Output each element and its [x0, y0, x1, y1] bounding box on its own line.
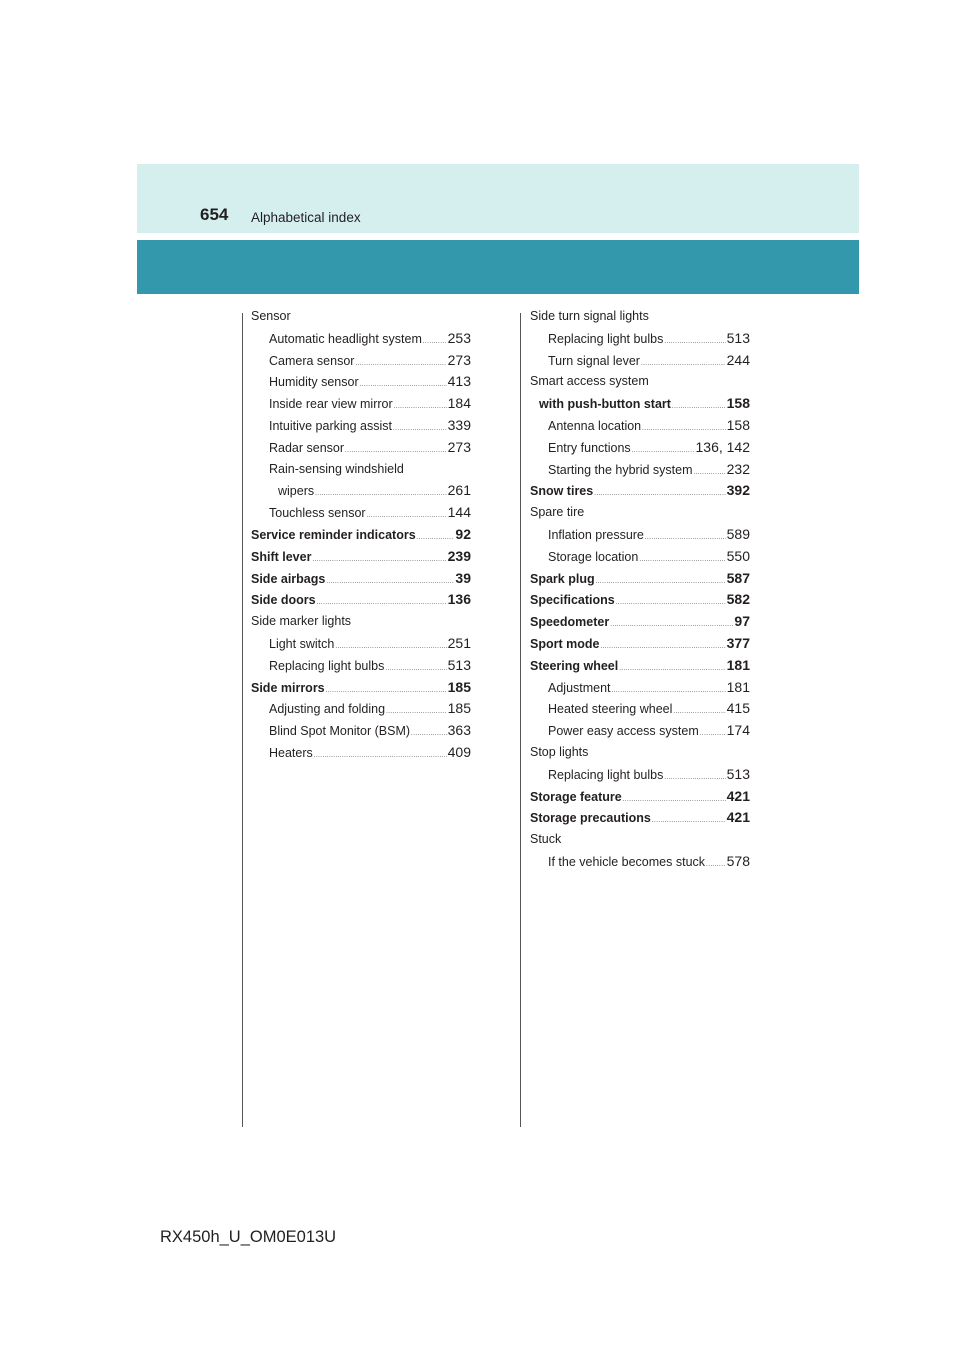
index-entry [530, 633, 750, 655]
index-entry [530, 698, 750, 720]
index-entry-page: 273 [447, 351, 471, 368]
index-entry [530, 459, 750, 481]
index-entry-page: 181 [726, 656, 750, 673]
index-entry [530, 437, 750, 459]
index-entry-label: Specifications [530, 593, 615, 608]
index-entry-page: 144 [447, 504, 471, 521]
index-entry [530, 829, 750, 851]
index-entry [251, 524, 471, 546]
index-entry-page: 582 [726, 591, 750, 608]
index-column-right [530, 306, 750, 873]
section-title: Alphabetical index [251, 210, 361, 225]
index-entry-page: 239 [447, 547, 471, 564]
index-entry-page: 363 [447, 722, 471, 739]
index-entry-label: wipers [278, 484, 315, 499]
index-entry-page: 261 [447, 482, 471, 499]
index-entry [530, 350, 750, 372]
index-entry-label: Power easy access system [548, 724, 699, 739]
index-entry [530, 807, 750, 829]
index-entry-label: Sport mode [530, 636, 600, 651]
index-entry-label: Spark plug [530, 571, 595, 586]
index-entry-label: If the vehicle becomes stuck [548, 854, 706, 869]
header-band-light [137, 164, 859, 233]
index-entry-label: Smart access system [530, 374, 649, 389]
index-entry-page: 339 [447, 416, 471, 433]
index-entry-page: 421 [726, 809, 750, 826]
index-entry-page: 513 [726, 765, 750, 782]
index-entry-page: 184 [447, 395, 471, 412]
index-entry-label: Shift lever [251, 549, 312, 564]
index-entry [251, 415, 471, 437]
index-entry-label: Touchless sensor [269, 506, 366, 521]
index-entry-label: Heaters [269, 745, 313, 760]
index-entry-label: Storage location [548, 549, 639, 564]
dot-leader [706, 855, 726, 877]
right-column-rule [520, 313, 521, 1127]
index-entry [251, 371, 471, 393]
index-entry [530, 655, 750, 677]
index-entry-page: 578 [726, 852, 750, 869]
index-entry-label: Turn signal lever [548, 353, 640, 368]
index-column-left [251, 306, 471, 764]
index-entry-label: Intuitive parking assist [269, 418, 392, 433]
index-entry [530, 611, 750, 633]
index-entry [251, 720, 471, 742]
index-entry-page: 136, 142 [695, 438, 750, 455]
index-entry-label: Stop lights [530, 744, 589, 759]
index-entry-page: 185 [447, 700, 471, 717]
index-entry-label: Service reminder indicators [251, 527, 416, 542]
index-entry [530, 306, 750, 328]
index-entry [530, 393, 750, 415]
index-entry [530, 786, 750, 808]
index-entry-page: 587 [726, 569, 750, 586]
index-entry-page: 185 [447, 678, 471, 695]
index-entry [530, 524, 750, 546]
index-entry [251, 480, 471, 502]
index-entry-label: Side airbags [251, 571, 326, 586]
index-entry [530, 589, 750, 611]
index-entry-label: Rain-sensing windshield [269, 461, 404, 476]
index-entry-page: 181 [726, 678, 750, 695]
index-entry-page: 158 [726, 395, 750, 412]
index-entry [530, 328, 750, 350]
index-entry-label: with push-button start [539, 397, 671, 412]
index-entry [251, 459, 471, 481]
index-entry [251, 393, 471, 415]
index-entry [251, 742, 471, 764]
index-entry-page: 251 [447, 634, 471, 651]
index-entry-label: Adjusting and folding [269, 702, 386, 717]
index-entry [530, 677, 750, 699]
index-entry-label: Heated steering wheel [548, 702, 673, 717]
index-entry [251, 698, 471, 720]
index-entry-page: 158 [726, 416, 750, 433]
index-entry [251, 655, 471, 677]
index-entry-label: Side turn signal lights [530, 309, 649, 323]
index-entry [251, 502, 471, 524]
index-entry-label: Side mirrors [251, 680, 325, 695]
index-entry-label: Speedometer [530, 615, 610, 630]
index-entry [530, 568, 750, 590]
index-entry-page: 550 [726, 547, 750, 564]
index-entry-page: 92 [455, 525, 471, 542]
index-entry-label: Storage precautions [530, 811, 651, 826]
index-entry-page: 513 [726, 329, 750, 346]
index-entry-label: Spare tire [530, 505, 585, 520]
index-entry [251, 546, 471, 568]
index-entry-label: Light switch [269, 636, 335, 651]
index-entry [530, 415, 750, 437]
index-entry [251, 568, 471, 590]
index-entry [251, 306, 471, 328]
index-entry-page: 232 [726, 460, 750, 477]
index-entry-page: 244 [726, 351, 750, 368]
index-entry [251, 437, 471, 459]
page-number: 654 [200, 205, 229, 224]
index-entry-label: Replacing light bulbs [548, 331, 664, 346]
index-entry-page: 273 [447, 438, 471, 455]
index-entry [530, 502, 750, 524]
index-entry-label: Adjustment [548, 680, 611, 695]
index-entry-label: Sensor [251, 309, 291, 323]
index-entry-label: Side doors [251, 593, 316, 608]
model-code: RX450h_U_OM0E013U [160, 1228, 337, 1246]
index-entry-page: 392 [726, 482, 750, 499]
index-entry [530, 851, 750, 873]
index-entry [530, 546, 750, 568]
index-entry-page: 174 [726, 722, 750, 739]
index-entry [530, 720, 750, 742]
index-entry-label: Snow tires [530, 484, 594, 499]
index-entry [251, 328, 471, 350]
index-entry-label: Inside rear view mirror [269, 397, 393, 412]
index-entry-label: Automatic headlight system [269, 331, 422, 346]
left-column-rule [242, 313, 243, 1127]
index-entry-label: Blind Spot Monitor (BSM) [269, 724, 411, 739]
dot-leader [314, 746, 447, 768]
index-entry-page: 136 [447, 591, 471, 608]
index-entry [251, 677, 471, 699]
index-entry [251, 611, 471, 633]
index-entry-label: Radar sensor [269, 440, 345, 455]
index-entry-label: Starting the hybrid system [548, 462, 693, 477]
index-entry-page: 421 [726, 787, 750, 804]
index-entry [530, 742, 750, 764]
index-entry-label: Inflation pressure [548, 527, 644, 542]
index-entry-label: Side marker lights [251, 614, 352, 629]
index-entry-page: 415 [726, 700, 750, 717]
index-entry [251, 633, 471, 655]
index-entry-label: Replacing light bulbs [548, 767, 664, 782]
index-entry-label: Replacing light bulbs [269, 658, 385, 673]
index-entry-page: 39 [455, 569, 471, 586]
index-entry-page: 409 [447, 743, 471, 760]
index-entry-label: Storage feature [530, 789, 622, 804]
index-entry-label: Camera sensor [269, 353, 355, 368]
index-entry [251, 350, 471, 372]
index-entry-page: 253 [447, 329, 471, 346]
index-entry-page: 589 [726, 525, 750, 542]
index-entry-label: Stuck [530, 832, 562, 847]
index-entry-page: 513 [447, 656, 471, 673]
index-entry-label: Antenna location [548, 418, 642, 433]
index-entry-page: 97 [734, 613, 750, 630]
index-entry [530, 764, 750, 786]
index-entry-label: Humidity sensor [269, 375, 359, 390]
index-entry-label: Steering wheel [530, 658, 619, 673]
index-entry [530, 371, 750, 393]
index-entry-page: 413 [447, 373, 471, 390]
index-entry-page: 377 [726, 634, 750, 651]
index-entry [530, 480, 750, 502]
header-band-dark [137, 240, 859, 294]
index-entry-label: Entry functions [548, 440, 631, 455]
index-entry [251, 589, 471, 611]
